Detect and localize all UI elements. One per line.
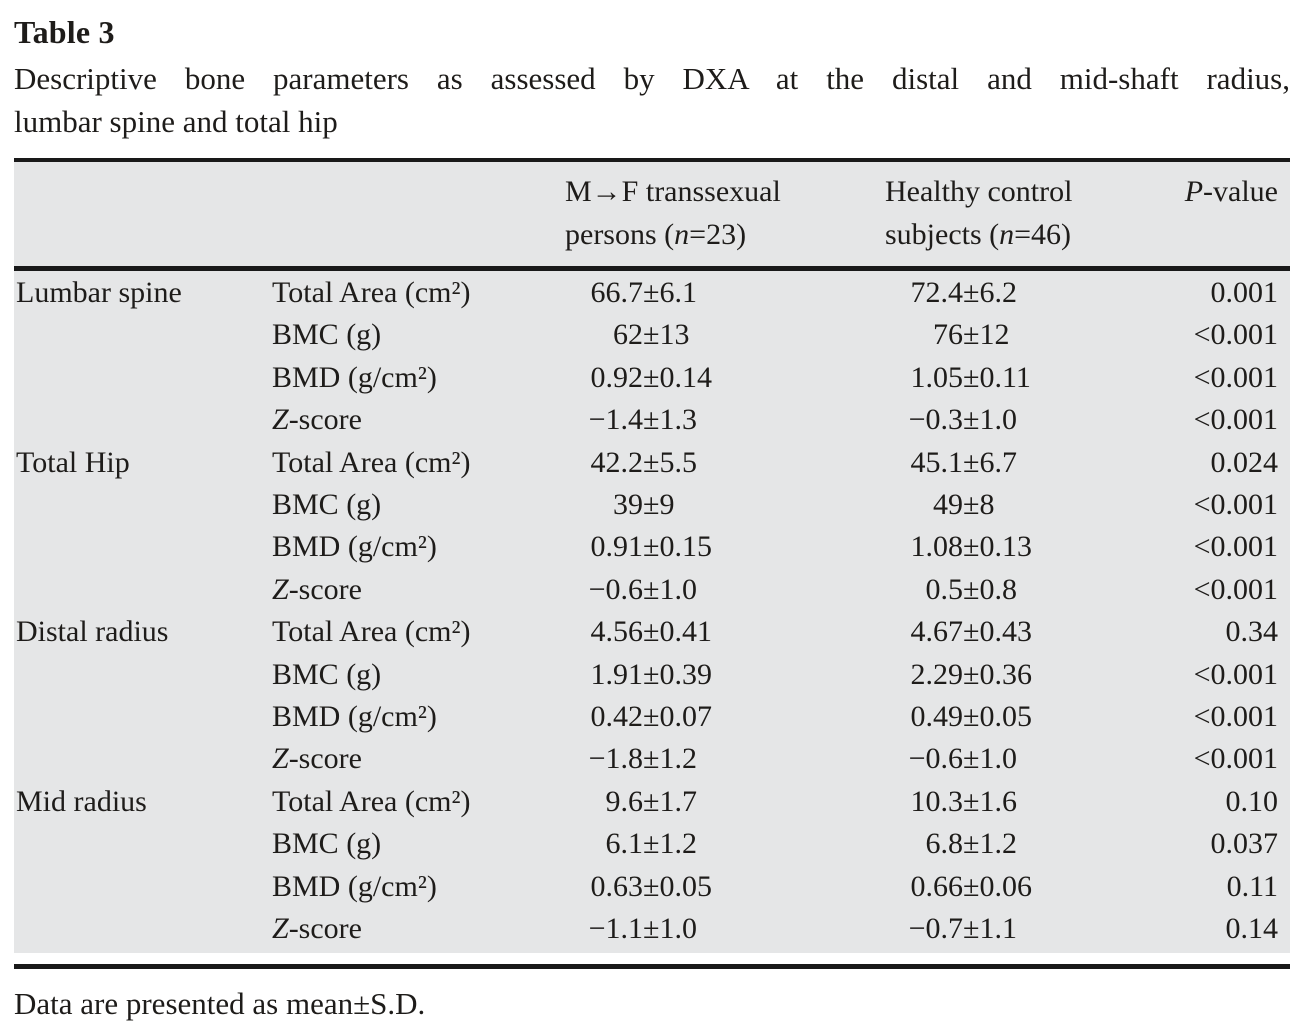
- row-parameter: BMC (g): [272, 827, 382, 861]
- header-cell-parameter: [272, 170, 565, 256]
- row-group-label: [14, 908, 272, 950]
- caption-line-2: lumbar spine and total hip: [14, 104, 338, 139]
- header-hc-line1: Healthy control: [885, 175, 1073, 208]
- cell-control-value: −0.7±1.1: [908, 912, 1017, 946]
- table-row: [14, 781, 1290, 823]
- header-cell-group: [14, 170, 272, 256]
- cell-transsexual-value: 39±9: [613, 488, 675, 522]
- cell-pvalue: <0.001: [1193, 530, 1278, 564]
- cell-pvalue: 0.11: [1226, 869, 1278, 903]
- table-row: [14, 823, 1290, 865]
- cell-pvalue: 0.001: [1210, 276, 1278, 309]
- row-parameter: BMD (g/cm²): [272, 869, 437, 903]
- row-group-label: [14, 738, 272, 780]
- cell-pvalue: <0.001: [1193, 318, 1278, 352]
- caption-line-1: Descriptive bone parameters as assessed by DXA at the distal and mid-shaft radius,: [14, 61, 1290, 96]
- table-row: [14, 654, 1290, 696]
- cell-control-value: 0.66±0.06: [910, 869, 1032, 903]
- cell-transsexual-value: −1.8±1.2: [588, 742, 697, 776]
- cell-transsexual-value: 0.42±0.07: [590, 700, 712, 734]
- cell-control-value: 1.05±0.11: [910, 360, 1031, 394]
- row-parameter: Total Area (cm²): [272, 615, 471, 649]
- row-group-label: [14, 654, 272, 696]
- table-rule-bottom: [14, 964, 1290, 969]
- row-parameter: Z-score: [272, 742, 362, 776]
- row-group-label: [14, 526, 272, 568]
- table-row: [14, 526, 1290, 568]
- row-parameter: Z-score: [272, 572, 362, 606]
- row-parameter: BMC (g): [272, 488, 382, 522]
- cell-control-value: 10.3±1.6: [910, 784, 1017, 818]
- header-cell-mf-group: [565, 170, 885, 256]
- row-group-label: Total Hip: [16, 445, 130, 479]
- row-group-label: [14, 866, 272, 908]
- table-row: [14, 569, 1290, 611]
- cell-control-value: −0.6±1.0: [908, 742, 1017, 776]
- cell-transsexual-value: 66.7±6.1: [590, 276, 697, 309]
- cell-pvalue: <0.001: [1193, 742, 1278, 776]
- cell-transsexual-value: 9.6±1.7: [605, 784, 697, 818]
- header-cell-control-group: [885, 170, 1153, 256]
- row-group-label: [14, 569, 272, 611]
- header-mf-line2: persons (n=23): [565, 218, 747, 251]
- cell-pvalue: <0.001: [1193, 488, 1278, 522]
- cell-transsexual-value: 0.91±0.15: [590, 530, 712, 564]
- row-parameter: Z-score: [272, 912, 362, 946]
- cell-transsexual-value: 6.1±1.2: [605, 827, 697, 861]
- row-parameter: Total Area (cm²): [272, 276, 471, 309]
- cell-pvalue: 0.037: [1210, 827, 1278, 861]
- cell-transsexual-value: 1.91±0.39: [590, 657, 712, 691]
- table-row: [14, 357, 1290, 399]
- cell-control-value: 6.8±1.2: [925, 827, 1017, 861]
- row-group-label: [14, 357, 272, 399]
- cell-control-value: 76±12: [933, 318, 1010, 352]
- cell-control-value: 1.08±0.13: [910, 530, 1032, 564]
- cell-control-value: 4.67±0.43: [910, 615, 1032, 649]
- table-row: [14, 866, 1290, 908]
- table-row: [14, 696, 1290, 738]
- row-parameter: Total Area (cm²): [272, 445, 471, 479]
- table-caption: [14, 57, 1290, 143]
- table-footnote: Data are presented as mean±S.D.: [14, 985, 426, 1021]
- table-row: [14, 908, 1290, 950]
- cell-transsexual-value: 42.2±5.5: [590, 445, 697, 479]
- cell-control-value: 2.29±0.36: [910, 657, 1032, 691]
- row-parameter: BMC (g): [272, 657, 382, 691]
- cell-control-value: 72.4±6.2: [910, 276, 1017, 309]
- cell-control-value: 0.49±0.05: [910, 700, 1032, 734]
- table-row: [14, 442, 1290, 484]
- table-bottom-gap: [14, 953, 1290, 964]
- row-group-label: [14, 399, 272, 441]
- row-group-label: Lumbar spine: [16, 276, 182, 309]
- row-group-label: [14, 314, 272, 356]
- cell-control-value: 0.5±0.8: [925, 572, 1017, 606]
- cell-pvalue: 0.024: [1210, 445, 1278, 479]
- cell-transsexual-value: −0.6±1.0: [588, 572, 697, 606]
- cell-transsexual-value: 0.92±0.14: [590, 360, 712, 394]
- table-row: [14, 484, 1290, 526]
- cell-pvalue: <0.001: [1193, 700, 1278, 734]
- row-group-label: [14, 696, 272, 738]
- row-parameter: BMC (g): [272, 318, 382, 352]
- data-table: [14, 158, 1290, 969]
- row-parameter: BMD (g/cm²): [272, 700, 437, 734]
- cell-transsexual-value: 4.56±0.41: [590, 615, 712, 649]
- cell-pvalue: 0.10: [1225, 784, 1278, 818]
- cell-control-value: −0.3±1.0: [908, 403, 1017, 437]
- cell-pvalue: 0.34: [1225, 615, 1278, 649]
- table-row: [14, 272, 1290, 314]
- row-group-label: Mid radius: [16, 784, 147, 818]
- cell-control-value: 45.1±6.7: [910, 445, 1017, 479]
- cell-pvalue: <0.001: [1193, 360, 1278, 394]
- cell-pvalue: <0.001: [1193, 657, 1278, 691]
- row-parameter: BMD (g/cm²): [272, 360, 437, 394]
- row-parameter: Total Area (cm²): [272, 784, 471, 818]
- row-parameter: BMD (g/cm²): [272, 530, 437, 564]
- cell-pvalue: <0.001: [1193, 403, 1278, 437]
- cell-pvalue: 0.14: [1225, 912, 1278, 946]
- table-row: [14, 611, 1290, 653]
- cell-pvalue: <0.001: [1193, 572, 1278, 606]
- cell-transsexual-value: −1.4±1.3: [588, 403, 697, 437]
- cell-control-value: 49±8: [933, 488, 995, 522]
- row-parameter: Z-score: [272, 403, 362, 437]
- table-row: [14, 738, 1290, 780]
- cell-transsexual-value: 62±13: [613, 318, 690, 352]
- table-row: [14, 314, 1290, 356]
- table-title: Table 3: [14, 14, 115, 50]
- header-cell-pvalue: P-value: [1184, 175, 1278, 208]
- header-hc-line2: subjects (n=46): [885, 218, 1072, 251]
- row-group-label: [14, 484, 272, 526]
- table-row: [14, 399, 1290, 441]
- row-group-label: Distal radius: [16, 615, 169, 649]
- row-group-label: [14, 823, 272, 865]
- table-body: [14, 271, 1290, 953]
- header-mf-line1: M→F transsexual: [565, 175, 781, 208]
- cell-transsexual-value: 0.63±0.05: [590, 869, 712, 903]
- cell-transsexual-value: −1.1±1.0: [588, 912, 697, 946]
- table-header-row: [14, 162, 1290, 266]
